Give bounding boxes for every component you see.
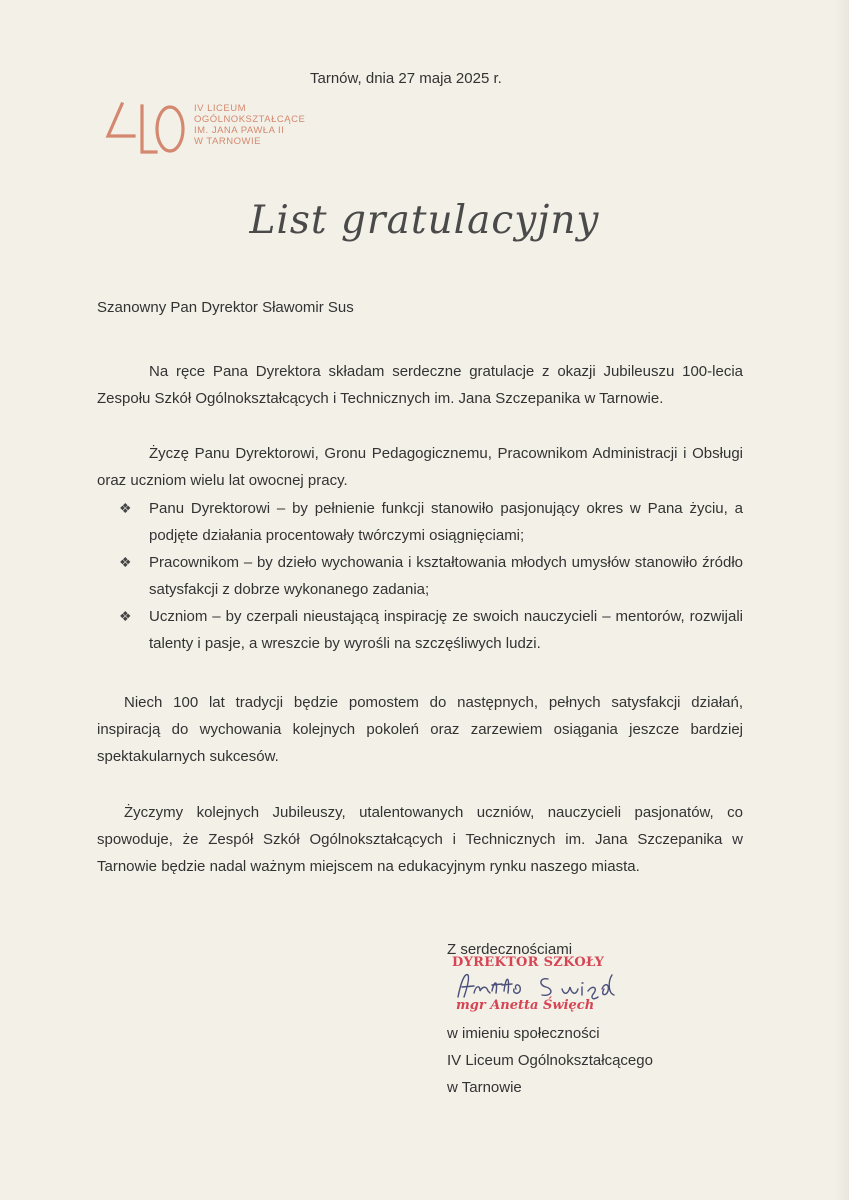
wishes-list [97,495,743,657]
logo-line: IM. JANA PAWŁA II [194,125,285,136]
signature-line: w Tarnowie [447,1079,522,1096]
list-item-text: Panu Dyrektorowi – by pełnienie funkcji stanowiło pasjonujący okres w Pana życiu, a podjęte działania procentowały twórczymi osiągnięciami; [149,500,743,544]
paragraph-wishes: Życzę Panu Dyrektorowi, Gronu Pedagogicznemu, Pracownikom Administracji i Obsługi oraz uczniom wielu lat owocnej pracy. [97,445,743,489]
director-name-stamp: mgr Anetta Święch [456,998,595,1013]
paragraph-jubilee-wishes: Życzymy kolejnych Jubileuszy, utalentowanych uczniów, nauczycieli pasjonatów, co spowoduje, że Zespół Szkół Ogólnokształcących i Technicznych im. Jana Szczepanika w Tarnowie będzie nadal ważnym miejscem na edukacyjnym rynku naszego miasta. [97,804,743,875]
logo-line: OGÓLNOKSZTAŁCĄCE [194,114,306,125]
letter-date: Tarnów, dnia 27 maja 2025 r. [310,70,502,87]
list-item [97,603,743,657]
paragraph-congratulations: Na ręce Pana Dyrektora składam serdeczne gratulacje z okazji Jubileuszu 100-lecia Zespołu Szkół Ogólnokształcących i Technicznych im. Jana Szczepanika w Tarnowie. [97,363,743,407]
signature-line: IV Liceum Ogólnokształcącego [447,1052,653,1069]
signature-line: w imieniu społeczności [447,1025,600,1042]
director-stamp: DYREKTOR SZKOŁY [452,955,605,970]
list-item [97,549,743,603]
list-item-text: Uczniom – by czerpali nieustającą inspirację ze swoich nauczycieli – mentorów, rozwijali talenty i pasje, a wreszcie by wyrośli na szczęśliwych ludzi. [149,608,743,652]
diamond-bullet-icon: ❖ [119,500,132,516]
signature-block [447,1020,653,1101]
logo-line: IV LICEUM [194,103,247,114]
diamond-bullet-icon: ❖ [119,554,132,570]
salutation: Szanowny Pan Dyrektor Sławomir Sus [97,299,354,316]
list-item [97,495,743,549]
logo-text [194,103,305,147]
school-logo [104,100,324,160]
logo-4lo-mark [104,100,186,158]
logo-line: W TARNOWIE [194,136,261,147]
diamond-bullet-icon: ❖ [119,608,132,624]
letter-title: List gratulacyjny [249,198,600,243]
list-item-text: Pracownikom – by dzieło wychowania i kształtowania młodych umysłów stanowiło źródło satysfakcji z dobrze wykonanego zadania; [149,554,743,598]
page-edge [835,0,849,1200]
closing-phrase: Z serdecznościami [447,941,573,958]
paragraph-tradition: Niech 100 lat tradycji będzie pomostem do następnych, pełnych satysfakcji działań, inspiracją do wychowania kolejnych pokoleń oraz zarzewiem osiągania jeszcze bardziej spektakularnych sukcesów. [97,694,743,765]
